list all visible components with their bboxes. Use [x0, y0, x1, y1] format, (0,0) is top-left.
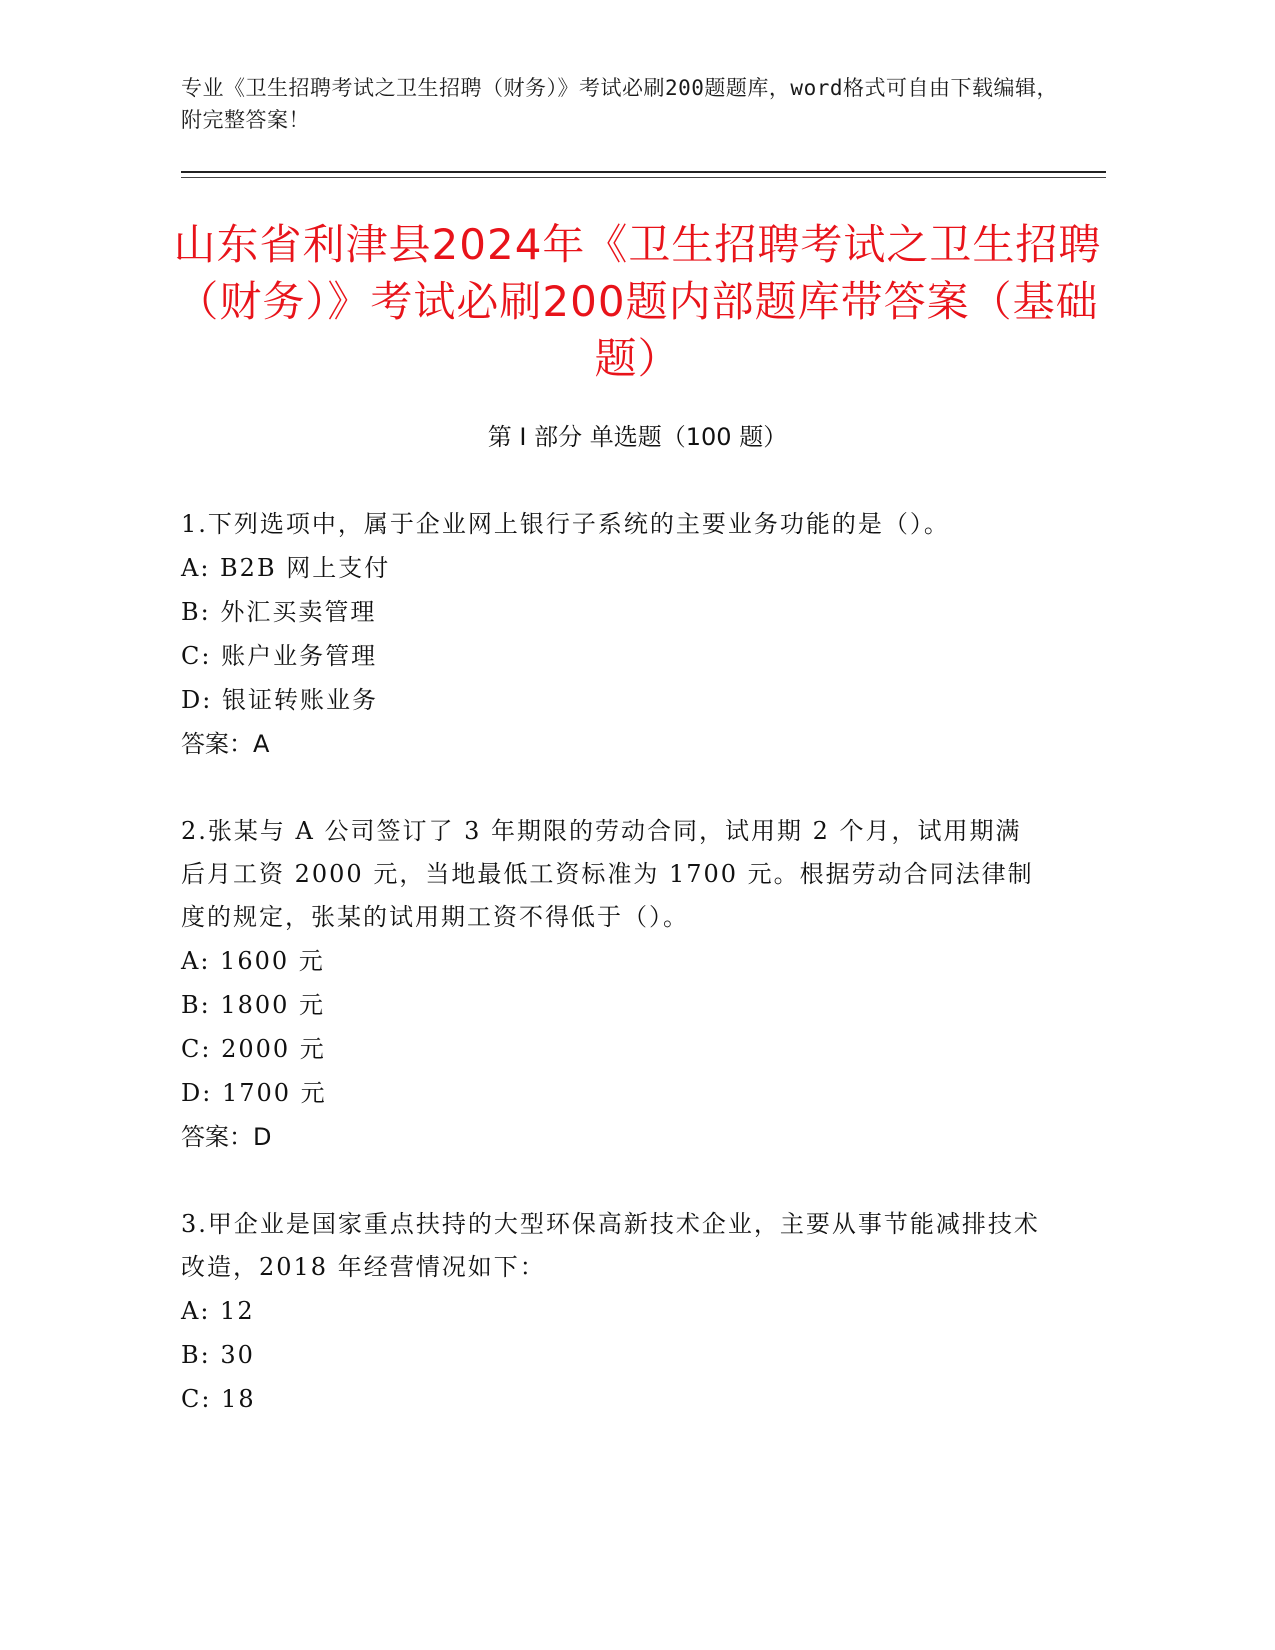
answer: 答案：D — [181, 1123, 272, 1151]
header-divider-thin — [181, 177, 1106, 178]
section-title: 第 I 部分 单选题（100 题） — [487, 423, 788, 451]
header-divider — [181, 171, 1106, 173]
option-a: A: 12 — [181, 1297, 255, 1325]
question-text: 2.张某与 A 公司签订了 3 年期限的劳动合同，试用期 2 个月，试用期满后月工资 2000 元，当地最低工资标准为 1700 元。根据劳动合同法律制度的规定，张某的试用期工资不得低于（）。 — [181, 817, 1034, 931]
question-text: 1.下列选项中，属于企业网上银行子系统的主要业务功能的是（）。 — [181, 510, 950, 538]
option-d: D: 银证转账业务 — [181, 686, 378, 714]
question-text: 3.甲企业是国家重点扶持的大型环保高新技术企业，主要从事节能减排技术改造，2018 年经营情况如下： — [181, 1210, 1040, 1281]
option-b: B: 外汇买卖管理 — [181, 598, 377, 626]
option-c: C: 2000 元 — [181, 1035, 326, 1063]
option-b: B: 30 — [181, 1341, 255, 1369]
option-d: D: 1700 元 — [181, 1079, 327, 1107]
question-1 — [181, 503, 1041, 766]
document-title: 山东省利津县2024年《卫生招聘考试之卫生招聘（财务）》考试必刷200题内部题库带答案（基础题） — [173, 220, 1102, 383]
option-c: C: 账户业务管理 — [181, 642, 378, 670]
question-2 — [181, 810, 1041, 1159]
option-b: B: 1800 元 — [181, 991, 326, 1019]
question-list — [181, 503, 1041, 1465]
option-c: C: 18 — [181, 1385, 256, 1413]
option-a: A: B2B 网上支付 — [181, 554, 391, 582]
question-3 — [181, 1203, 1041, 1421]
option-a: A: 1600 元 — [181, 947, 325, 975]
answer: 答案：A — [181, 730, 270, 758]
header-note: 专业《卫生招聘考试之卫生招聘（财务）》考试必刷200题题库，word格式可自由下载编辑，附完整答案！ — [181, 76, 1058, 132]
